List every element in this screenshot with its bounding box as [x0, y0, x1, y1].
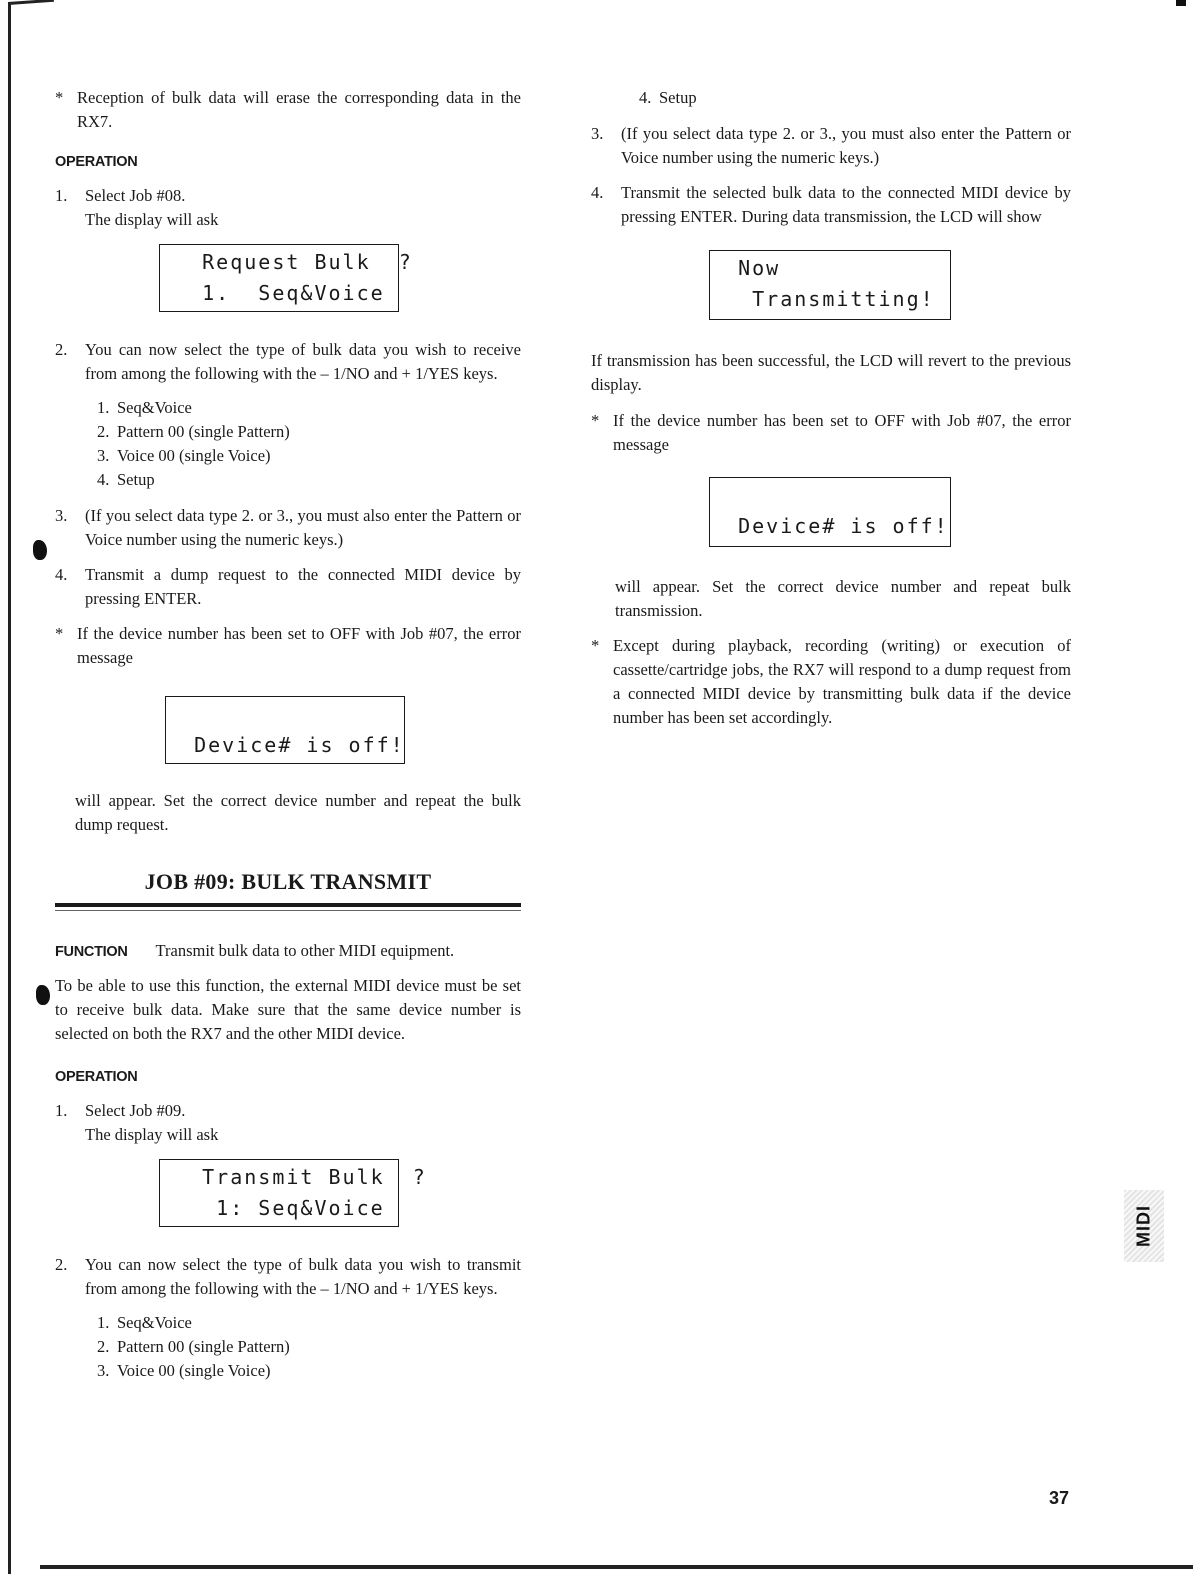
step-1-line-2: The display will ask — [85, 210, 219, 229]
lcd-now-transmitting: Now Transmitting! — [709, 250, 951, 320]
list-item: 2. Pattern 00 (single Pattern) — [97, 1337, 290, 1356]
page-number: 37 — [1049, 1488, 1070, 1508]
lcd-transmit-bulk: Transmit Bulk ? 1: Seq&Voice — [159, 1159, 399, 1227]
right-error-note: * If the device number has been set to OFF with Job #07, the error message — [591, 411, 1071, 454]
list-item: 4. Setup — [639, 88, 697, 107]
job-09-title: JOB #09: BULK TRANSMIT — [144, 869, 432, 894]
operation-heading: OPERATION — [55, 154, 138, 170]
except-note: * Except during playback, recording (writing) or execution of cassette/cartridge jobs, the RX7 will respond to a dump request from a connected MIDI device by transmitting bulk data if the device number has been set accordingly. — [591, 636, 1071, 727]
operation-heading-2: OPERATION — [55, 1069, 138, 1085]
lcd-device-off: Device# is off! — [165, 696, 405, 764]
corner-mark — [1176, 0, 1186, 6]
step-3: 3. (If you select data type 2. or 3., you must also enter the Pattern or Voice number using the numeric keys.) — [55, 506, 521, 549]
list-item: 3. Voice 00 (single Voice) — [97, 1361, 271, 1380]
transmit-step-3: 3. (If you select data type 2. or 3., you must also enter the Pattern or Voice number using the numeric keys.) — [591, 124, 1071, 167]
reception-note: * Reception of bulk data will erase the corresponding data in the RX7. — [55, 88, 521, 131]
list-item: 1. Seq&Voice — [97, 1313, 192, 1332]
transmit-step-2: 2. You can now select the type of bulk data you wish to transmit from among the following with the – 1/NO and + 1/YES keys. — [55, 1255, 521, 1298]
section-tab-midi: MIDI — [1124, 1190, 1164, 1262]
step-1-line-1: Select Job #08. — [85, 186, 186, 205]
binding-hole-mark — [33, 540, 47, 560]
function-text: Transmit bulk data to other MIDI equipment. — [155, 941, 455, 960]
list-item: 1. Seq&Voice — [97, 398, 192, 417]
continued-list — [591, 86, 1071, 110]
lcd-request-bulk: Request Bulk ? 1. Seq&Voice — [159, 244, 399, 312]
transmit-step-4: 4. Transmit the selected bulk data to the connected MIDI device by pressing ENTER. During data transmission, the LCD will show — [591, 183, 1071, 226]
function-description: To be able to use this function, the external MIDI device must be set to receive bulk data. Make sure that the same device number is selected on both the RX7 and the other MIDI device. — [55, 976, 521, 1043]
list-item: 4. Setup — [97, 470, 155, 489]
right-error-after-text: will appear. Set the correct device number and repeat bulk transmission. — [615, 577, 1071, 620]
function-label: FUNCTION — [55, 944, 128, 960]
error-after-text: will appear. Set the correct device number and repeat the bulk dump request. — [75, 791, 521, 834]
scan-left-edge — [0, 0, 22, 1581]
step-4: 4. Transmit a dump request to the connected MIDI device by pressing ENTER. — [55, 565, 521, 608]
transmit-step-1: 1. Select Job #09. The display will ask — [55, 1101, 219, 1144]
error-note: * If the device number has been set to OFF with Job #07, the error message — [55, 624, 521, 667]
title-rule — [55, 903, 521, 907]
left-column — [55, 86, 521, 1383]
list-item: 3. Voice 00 (single Voice) — [97, 446, 271, 465]
step-2: 2. You can now select the type of bulk data you wish to receive from among the following with the – 1/NO and + 1/YES keys. — [55, 340, 521, 383]
scan-bottom-edge — [40, 1565, 1193, 1569]
receive-type-list — [55, 396, 521, 492]
lcd-device-off-right: Device# is off! — [709, 477, 951, 547]
title-rule-thin — [55, 910, 521, 911]
transmit-type-list — [55, 1311, 521, 1383]
success-text: If transmission has been successful, the LCD will revert to the previous display. — [591, 351, 1071, 394]
function-row — [55, 939, 521, 963]
binding-hole-mark — [36, 985, 50, 1005]
right-column — [591, 86, 1071, 730]
step-1: 1. Select Job #08. The display will ask — [55, 184, 521, 232]
list-item: 2. Pattern 00 (single Pattern) — [97, 422, 290, 441]
